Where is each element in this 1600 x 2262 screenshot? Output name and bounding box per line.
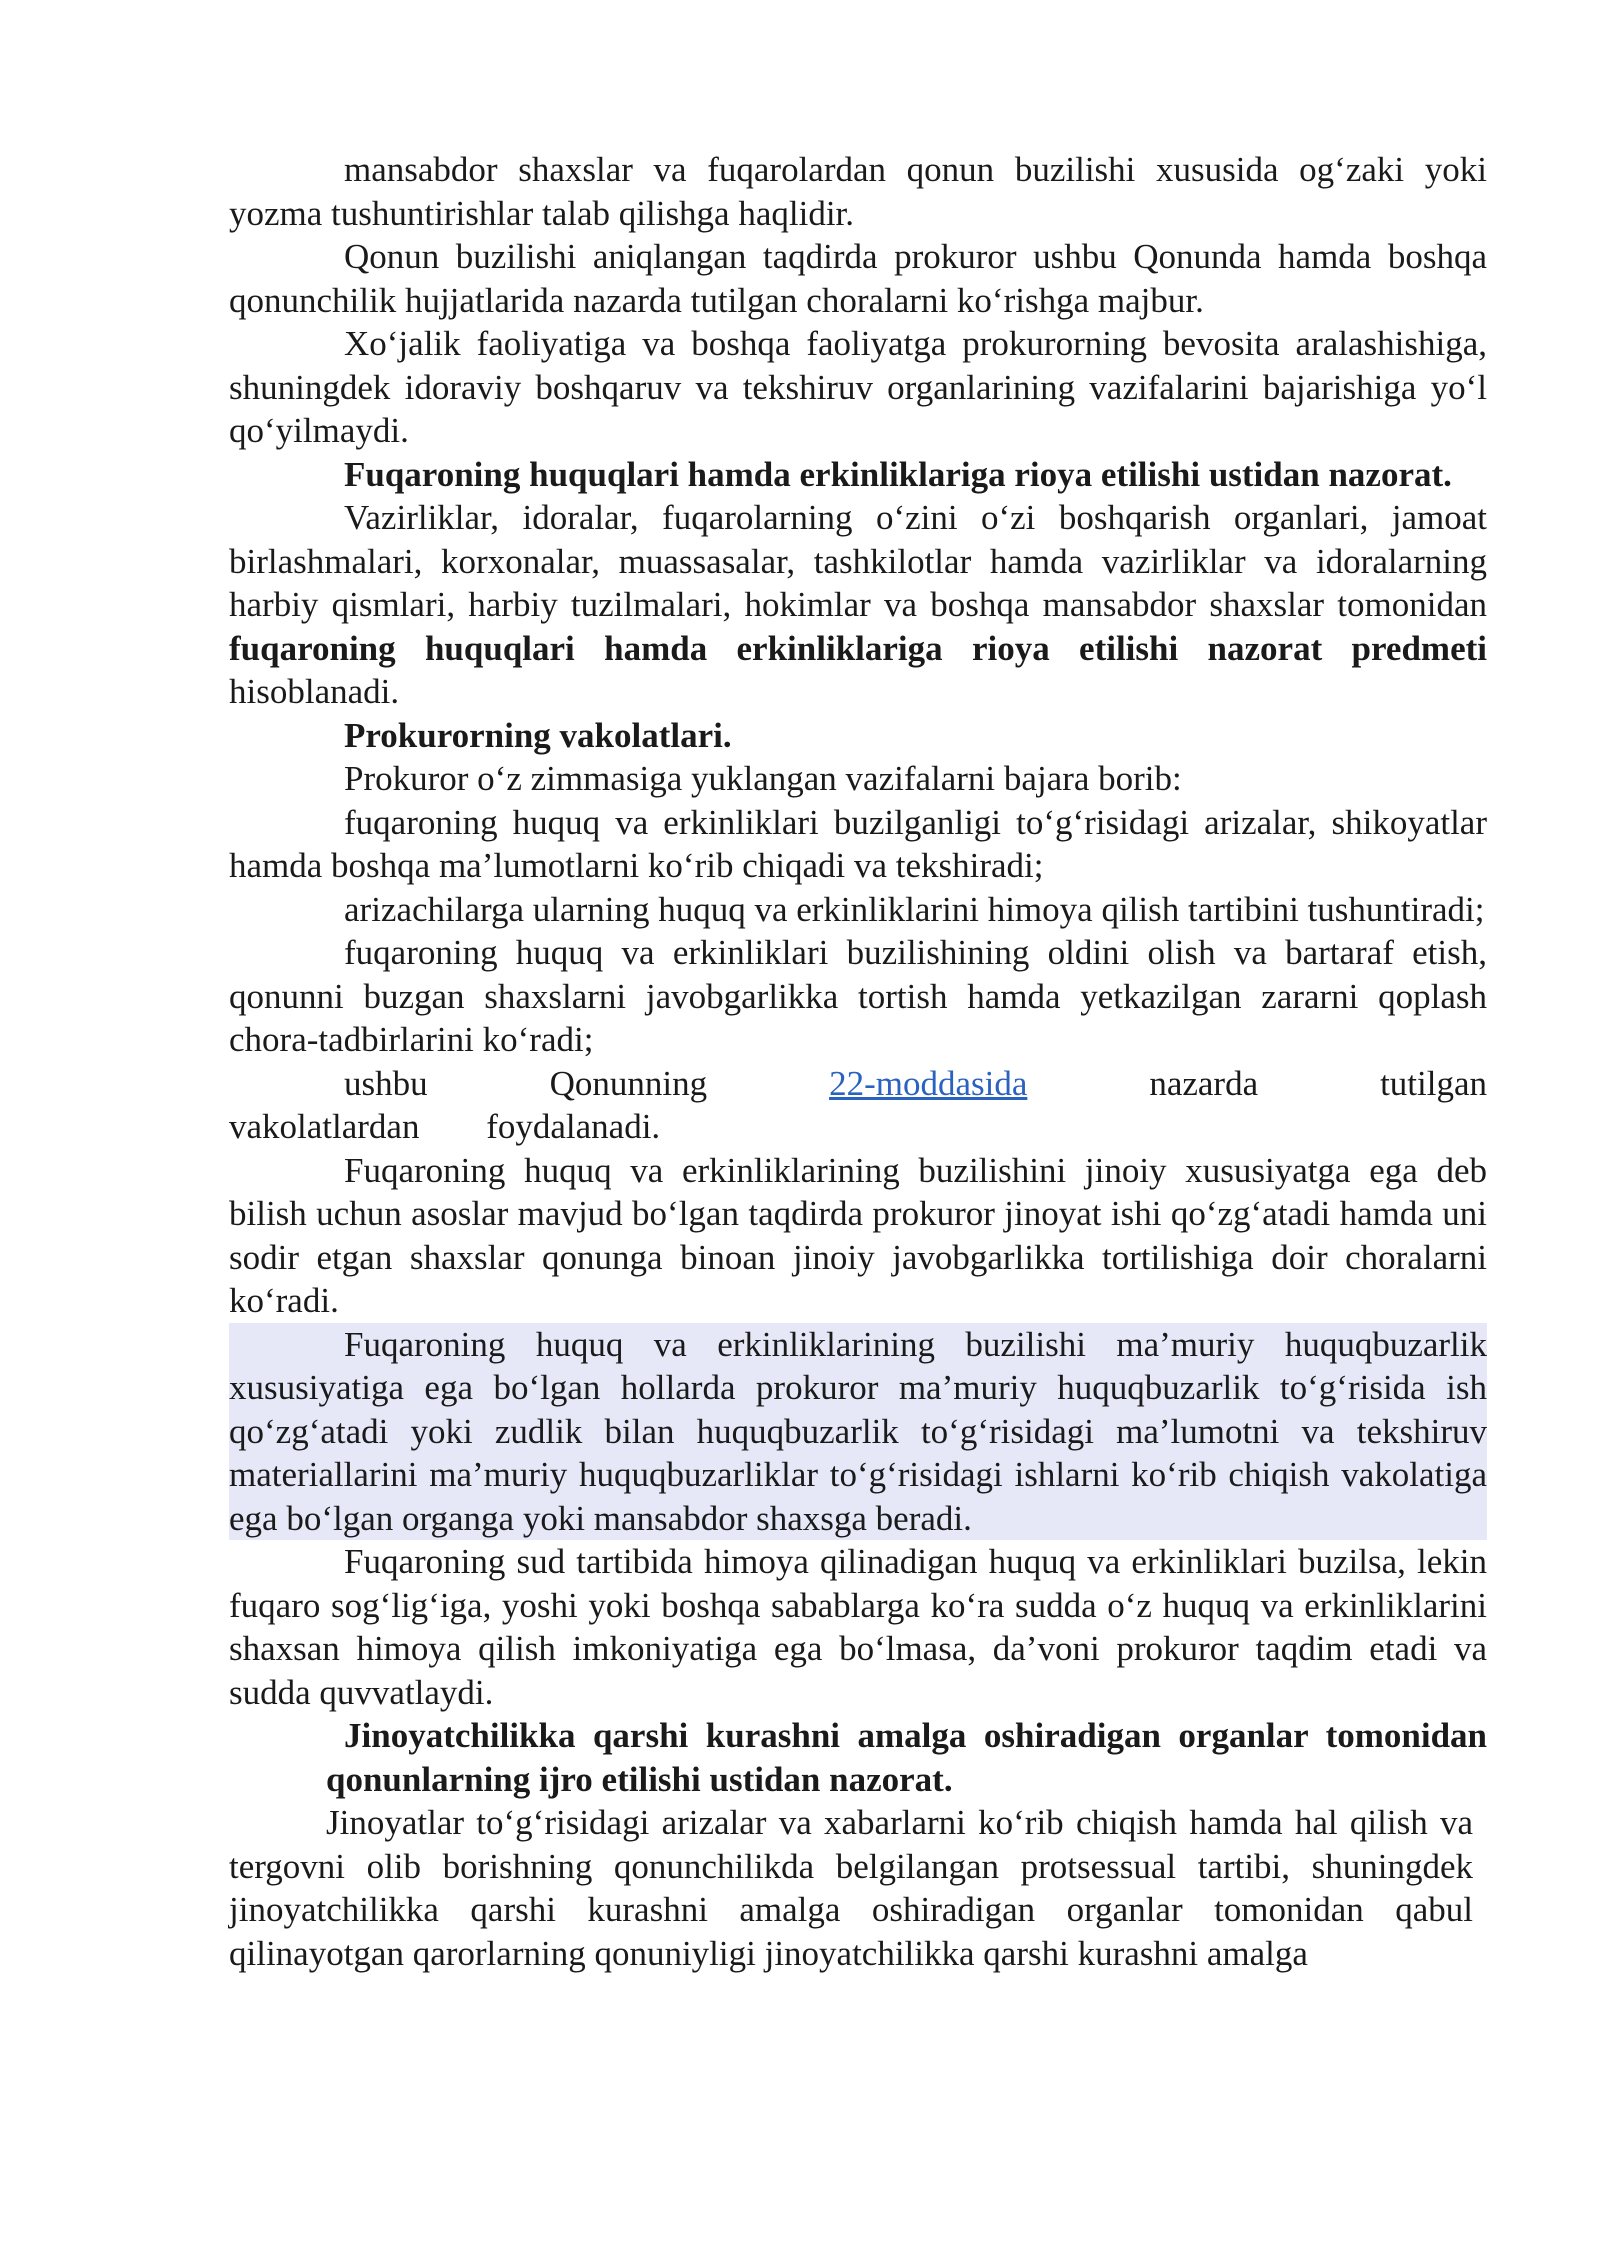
paragraph-4 [229,496,1487,714]
paragraph-9-text-b: nazarda tutilgan vakolatlardan foydalanadi. [229,1063,1488,1146]
document-page [229,148,1487,1975]
paragraph-9-text-a: ushbu Qonunning [344,1063,708,1103]
paragraph-8: fuqaroning huquq va erkinliklari buzilishining oldini olish va bartaraf etish, qonunni buzgan shaxslarni javobgarlikka tortish hamda yetkazilgan zararni qoplash chora-tadbirlarini ko‘radi; [229,933,1487,1059]
paragraph-5: Prokuror o‘z zimmasiga yuklangan vazifalarni bajara borib: [344,759,1182,798]
paragraph-10: Fuqaroning huquq va erkinliklarining buzilishini jinoiy xususiyatga ega deb bilish uchun asoslar mavjud bo‘lgan taqdirda prokuror jinoyat ishi qo‘zg‘atadi hamda uni sodir etgan shaxslar qonunga binoan jinoiy javobgarlikka tortilishiga doir choralarni ko‘radi. [229,1150,1487,1320]
article-22-link[interactable]: 22-moddasida [829,1063,1028,1103]
paragraph-11-highlighted: Fuqaroning huquq va erkinliklarining buzilishi ma’muriy huquqbuzarlik xususiyatiga ega bo‘lgan hollarda prokuror ma’muriy huquqbuzarlik to‘g‘risida ish qo‘zg‘atadi yoki zudlik bilan huquqbuzarlik to‘g‘risidagi ma’lumotni va tekshiruv materiallarini ma’muriy huquqbuzarliklar to‘g‘risidagi ishlarni ko‘rib chiqish vakolatiga ega bo‘lgan organga yoki mansabdor shaxsga beradi. [229,1323,1487,1541]
paragraph-7: arizachilarga ularning huquq va erkinliklarini himoya qilish tartibini tushuntiradi; [344,889,1485,929]
paragraph-6: fuqaroning huquq va erkinliklari buzilganligi to‘g‘risidagi arizalar, shikoyatlar hamda boshqa ma’lumotlarni ko‘rib chiqadi va tekshiradi; [229,802,1487,885]
section-heading-citizen-rights: Fuqaroning huquqlari hamda erkinliklariga rioya etilishi ustidan nazorat. [344,454,1452,494]
paragraph-2: Qonun buzilishi aniqlangan taqdirda prokuror ushbu Qonunda hamda boshqa qonunchilik hujjatlarida nazarda tutilgan choralarni ko‘rishga majbur. [229,237,1487,320]
paragraph-3: Xo‘jalik faoliyatiga va boshqa faoliyatga prokurorning bevosita aralashishiga, shuningdek idoraviy boshqaruv va tekshiruv organlarining vazifalarini bajarishiga yo‘l qo‘yilmaydi. [229,324,1487,450]
paragraph-4-text-b: hisoblanadi. [229,672,400,711]
paragraph-13: Jinoyatlar to‘g‘risidagi arizalar va xabarlarni ko‘rib chiqish hamda hal qilish va tergovni olib borishning qonunchilikda belgilangan protsessual tartibi, shuningdek jinoyatchilikka qarshi kurashni amalga oshiradigan organlar tomonidan qabul qilinayotgan qarorlarning qonuniyligi jinoyatchilikka qarshi kurashni amalga [229,1803,1473,1973]
paragraph-1: mansabdor shaxslar va fuqarolardan qonun buzilishi xususida og‘zaki yoki yozma tushuntirishlar talab qilishga haqlidir. [229,150,1487,233]
paragraph-12: Fuqaroning sud tartibida himoya qilinadigan huquq va erkinliklari buzilsa, lekin fuqaro sog‘lig‘iga, yoshi yoki boshqa sabablarga ko‘ra sudda o‘z huquq va erkinliklarini shaxsan himoya qilish imkoniyatiga ega bo‘lmasa, da’voni prokuror taqdim etadi va sudda quvvatlaydi. [229,1542,1487,1712]
paragraph-4-bold-term: fuqaroning huquqlari hamda erkinliklariga rioya etilishi nazorat predmeti [229,628,1487,668]
section-heading-crime-fighting-organs: Jinoyatchilikka qarshi kurashni amalga oshiradigan organlar tomonidan qonunlarning ijro etilishi ustidan nazorat. [326,1716,1487,1799]
paragraph-4-text-a: Vazirliklar, idoralar, fuqarolarning o‘zini o‘zi boshqarish organlari, jamoat birlashmalari, korxonalar, muassasalar, tashkilotlar hamda vazirliklar va idoralarning harbiy qismlari, harbiy tuzilmalari, hokimlar va boshqa mansabdor shaxslar tomonidan [229,498,1487,624]
paragraph-9 [229,1062,1487,1149]
section-heading-prosecutor-powers: Prokurorning vakolatlari. [344,715,732,755]
